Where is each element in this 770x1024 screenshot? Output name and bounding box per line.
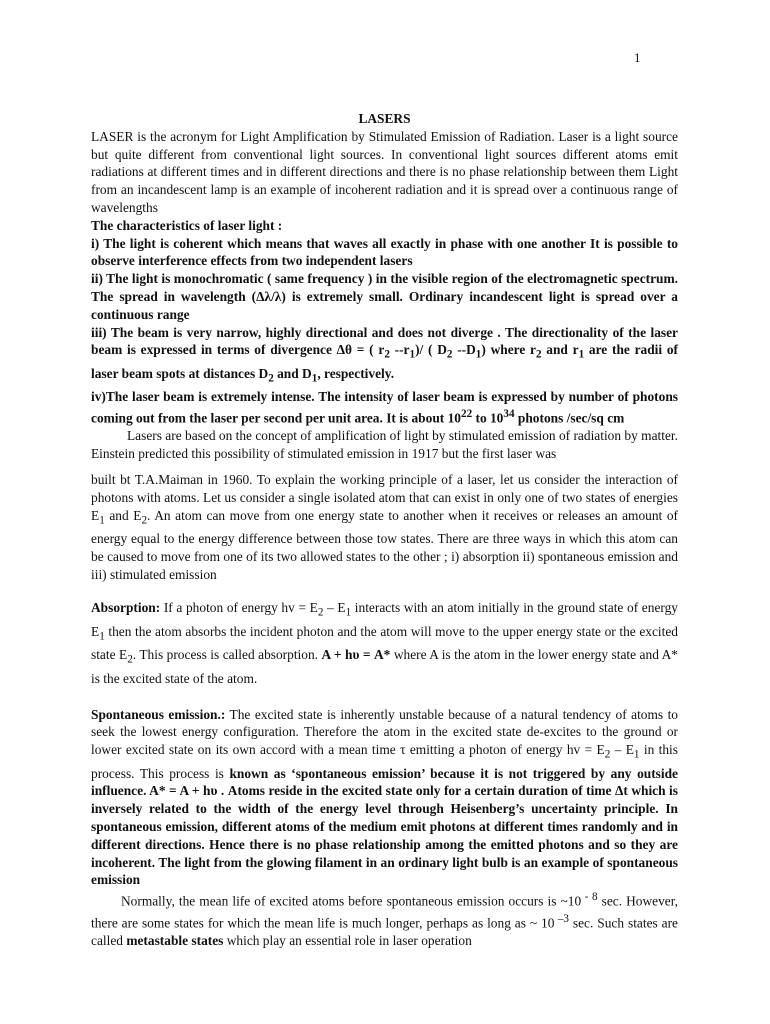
lasers-paragraph-start: Lasers are based on the concept of amplification of light by stimulated emission of radiation by matter. Einstein predicted this possibility of stimulated emission in 1917 but the first laser was xyxy=(91,428,678,462)
page-number: 1 xyxy=(634,50,641,65)
absorption-paragraph: Absorption: If a photon of energy hv = $E_2 - E_1$ interacts with an atom initially in the ground state of energy $E_1$ then the atom absorbs the incident photon and the atom will move to the upper energy state or the excited state $E_2$. This process is called absorption. A + hυ = A* where A is the atom in the lower energy state and A* is the excited state of the atom. xyxy=(91,600,678,686)
spacer xyxy=(91,583,678,599)
metastable-term: metastable states xyxy=(126,932,224,948)
lasers-paragraph-continued: built bt T.A.Maiman in 1960. To explain the working principle of a laser, let us consider the interaction of photons with atoms. Let us consider a single isolated atom that can exist in only one of two states of energies $E_1$ and $E_2$. An atom can move from one energy state to another when it receives or releases an amount of energy equal to the energy difference between those tow states. There are three ways in which this atom can be caused to move from one of its two allowed states to the other ; i) absorption ii) spontaneous emission and iii) stimulated emission xyxy=(91,471,678,582)
intro-paragraph: LASER is the acronym for Light Amplification by Stimulated Emission of Radiation. Laser is a light source but quite different from conventional light sources. In conventional light sources different atoms emit radiations at different times and in different directions and there is no phase relationship between them Light from an incandescent lamp is an example of incoherent radiation and it is spread over a continuous range of wavelengths xyxy=(91,128,678,215)
characteristic-directional: iii) The beam is very narrow, highly directional and does not diverge . The directionality of the laser beam is expressed in terms of divergence Δθ = ( $r_2$ $--r_1)/$ ( $D_2$ $--D_1$) where $r_2$ and $r_1$ are the radii of laser beam spots at distances $D_2$ and $D_1$, respectively. xyxy=(91,324,678,385)
characteristic-monochromatic: ii) The light is monochromatic ( same frequency ) in the visible region of the electromagnetic spectrum. The spread in wavelength (Δλ/λ) is extremely small. Ordinary incandescent light is spread over a continuous range xyxy=(91,271,678,322)
characteristic-intense: iv)The laser beam is extremely intense. The intensity of laser beam is expressed by number of photons coming out from the laser per second per unit area. It is about $10^{22}$ to $10^{34}$ photons /sec/sq cm xyxy=(91,389,678,426)
characteristic-coherence: i) The light is coherent which means that waves all exactly in phase with one another It is possible to observe interference effects from two independent lasers xyxy=(91,235,678,269)
spontaneous-emission-paragraph: Spontaneous emission.: The excited state is inherently unstable because of a natural tendency of atoms to seek the lowest energy configuration. Therefore the atom in the excited state de-excites to the ground or lower excited state on its own accord with a mean time τ emitting a photon of energy hv = $E_2 - E_1$ in this process. This process is known as ‘spontaneous emission’ because it is not triggered by any outside influence. A* = A + hυ . Atoms reside in the excited state only for a certain duration of time Δt which is inversely related to the width of the energy level through Heisenberg’s uncertainty principle. In spontaneous emission, different atoms of the medium emit photons at different times randomly and in different directions. Hence there is no phase relationship among the emitted photons and so they are incoherent. The light from the glowing filament in an ordinary light bulb is an example of spontaneous emission xyxy=(91,706,678,888)
spacer xyxy=(91,688,678,706)
document-title: LASERS xyxy=(358,111,411,126)
spontaneous-emission-heading: Spontaneous emission.: xyxy=(91,706,226,722)
document-body xyxy=(91,110,678,950)
absorption-heading: Absorption: xyxy=(91,600,161,616)
characteristics-heading: The characteristics of laser light : xyxy=(91,217,283,233)
metastable-paragraph: Normally, the mean life of excited atoms before spontaneous emission occurs is ~10 $^{- 8}$ sec. However, there are some states for which the mean life is much longer, perhaps as long as ~ 10 $^{-3}$ sec. Such states are called metastable states which play an essential role in laser operation xyxy=(91,891,679,948)
absorption-equation: A + hυ = A* xyxy=(321,647,391,663)
